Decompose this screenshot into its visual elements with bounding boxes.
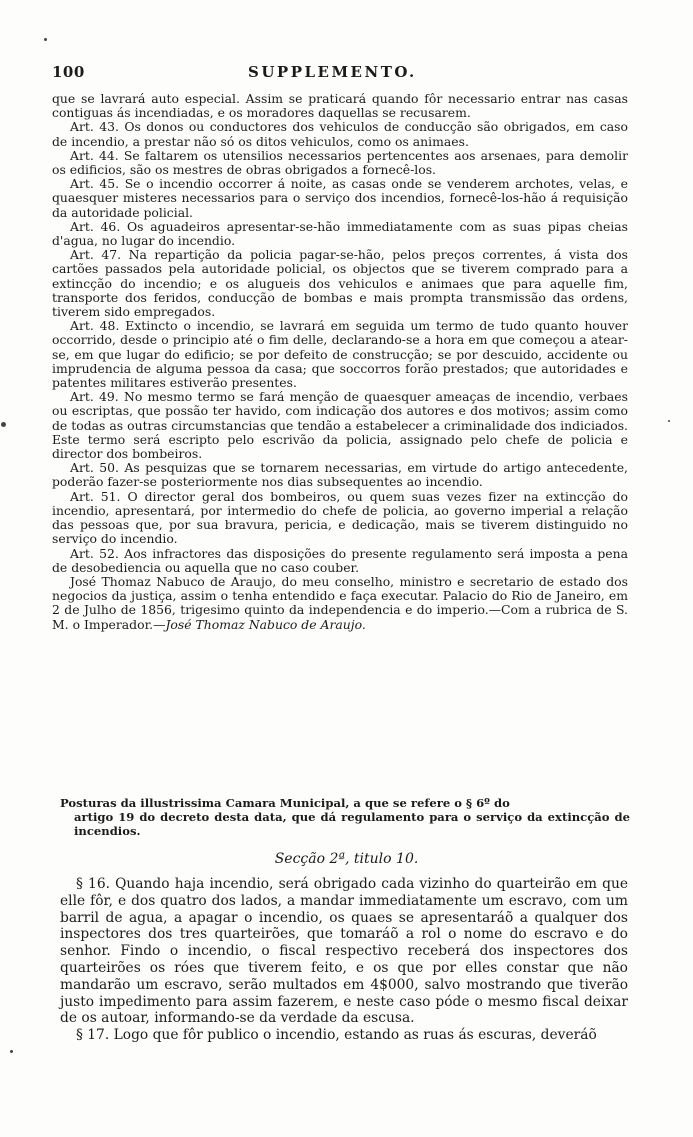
posturas-body (60, 876, 628, 1044)
section-title: Secção 2ª, titulo 10. (274, 851, 419, 867)
posturas-heading-line2: artigo 19 do decreto desta data, que dá regulamento para o serviço da extincção de incendios. (74, 810, 630, 838)
signature-text: José Thomaz Nabuco de Araujo, do meu conselho, ministro e secretario de estado dos negocios da justiça, assim o tenha entendido e faça executar. Palacio do Rio de Janeiro, em 2 de Julho de 1856, trigesimo quinto da independencia e do imperio.—Com a rubrica de S. M. o Imperador.— (52, 573, 628, 632)
article-48: Art. 48. Extincto o incendio, se lavrará em seguida um termo de tudo quanto houver occorrido, desde o principio até o fim delle, declarando-se a hora em que começou a atear-se, em que lugar do edificio; se por defeito de construcção; se por descuido, accidente ou imprudencia de alguma pessoa da casa; que soccorros forão prestados; que autoridades e patentes militares estiverão presentes. (52, 318, 628, 391)
running-title: SUPPLEMENTO. (248, 63, 417, 81)
page-header (52, 63, 632, 83)
signature-paragraph (52, 575, 628, 632)
scan-speck (44, 38, 47, 41)
article-50: Art. 50. As pesquizas que se tornarem necessarias, em virtude do artigo antecedente, poderão fazer-se posteriormente nos dias subsequentes ao incendio. (52, 460, 628, 490)
page-number: 100 (52, 63, 85, 81)
article-49: Art. 49. No mesmo termo se fará menção de quaesquer ameaças de incendio, verbaes ou escriptas, que possão ter havido, com indicação dos autores e dos motivos; assim como de todas as outras circumstancias que tendão a estabelecer a criminalidade dos indiciados. Este termo será escripto pelo escrivão da policia, assignado pelo chefe de policia e director dos bombeiros. (52, 389, 628, 462)
paragraph-section-17: § 17. Logo que fôr publico o incendio, estando as ruas ás escuras, deveráõ (76, 1027, 597, 1044)
regulation-text (52, 92, 628, 632)
posturas-heading (60, 796, 630, 838)
article-45: Art. 45. Se o incendio occorrer á noite, as casas onde se venderem archotes, velas, e quaesquer misteres necessarios para o serviço dos incendios, fornecê-los-hão á requisição da autoridade policial. (52, 176, 628, 220)
scan-speck (10, 1050, 13, 1053)
article-46: Art. 46. Os aguadeiros apresentar-se-hão immediatamente com as suas pipas cheias d'agua, no lugar do incendio. (52, 218, 628, 249)
paragraph-continuation: que se lavrará auto especial. Assim se praticará quando fôr necessario entrar nas casas contiguas ás incendiadas, e os moradores daquellas se recusarem. (52, 91, 628, 121)
scan-speck (1, 422, 6, 427)
posturas-heading-line1: Posturas da illustrissima Camara Municipal, a que se refere o § 6º do (60, 796, 510, 810)
article-52: Art. 52. Aos infractores das disposições do presente regulamento será imposta a pena de desobediencia ou aquella que no caso couber. (52, 545, 628, 575)
article-51: Art. 51. O director geral dos bombeiros, ou quem suas vezes fizer na extincção do incendio, apresentará, por intermedio do chefe de policia, ao governo imperial a relação das pessoas que, por sua bravura, pericia, e dedicação, mais se tiverem distinguido no serviço do incendio. (52, 488, 628, 547)
article-44: Art. 44. Se faltarem os utensilios necessarios pertencentes aos arsenaes, para demolir os edificios, são os mestres de obras obrigados a fornecê-los. (52, 147, 628, 178)
scan-speck (668, 420, 670, 422)
paragraph-section-16: § 16. Quando haja incendio, será obrigado cada vizinho do quarteirão em que elle fôr, e dos quatro dos lados, a mandar immediatamente um escravo, com um barril de agua, a apagar o incendio, os quaes se apresentaráõ a qualquer dos inspectores dos tres quarteirões, que tomaráõ a rol o nome do escravo e do senhor. Findo o incendio, o fiscal respectivo receberá dos inspectores dos quarteirões os róes que tiverem feito, e os que por elles constar que não mandarão um escravo, serão multados em 4$000, salvo mostrando que tiverão justo impedimento para assim fazerem, e neste caso póde o mesmo fiscal deixar de os autoar, informando-se da verdade da escusa. (60, 876, 628, 1027)
article-47: Art. 47. Na repartição da policia pagar-se-hão, pelos preços correntes, á vista dos cartões passados pela autoridade policial, os objectos que se tiverem comprado para a extincção do incendio; e os alugueis dos vehiculos e animaes que para aquelle fim, transporte dos feridos, conducção de bombas e mais prompta transmissão das ordens, tiverem sido empregados. (52, 247, 628, 320)
article-43: Art. 43. Os donos ou conductores dos vehiculos de conducção são obrigados, em caso de incendio, a prestar não só os ditos vehiculos, como os animaes. (52, 119, 628, 149)
signed-name: José Thomaz Nabuco de Araujo. (165, 616, 366, 632)
